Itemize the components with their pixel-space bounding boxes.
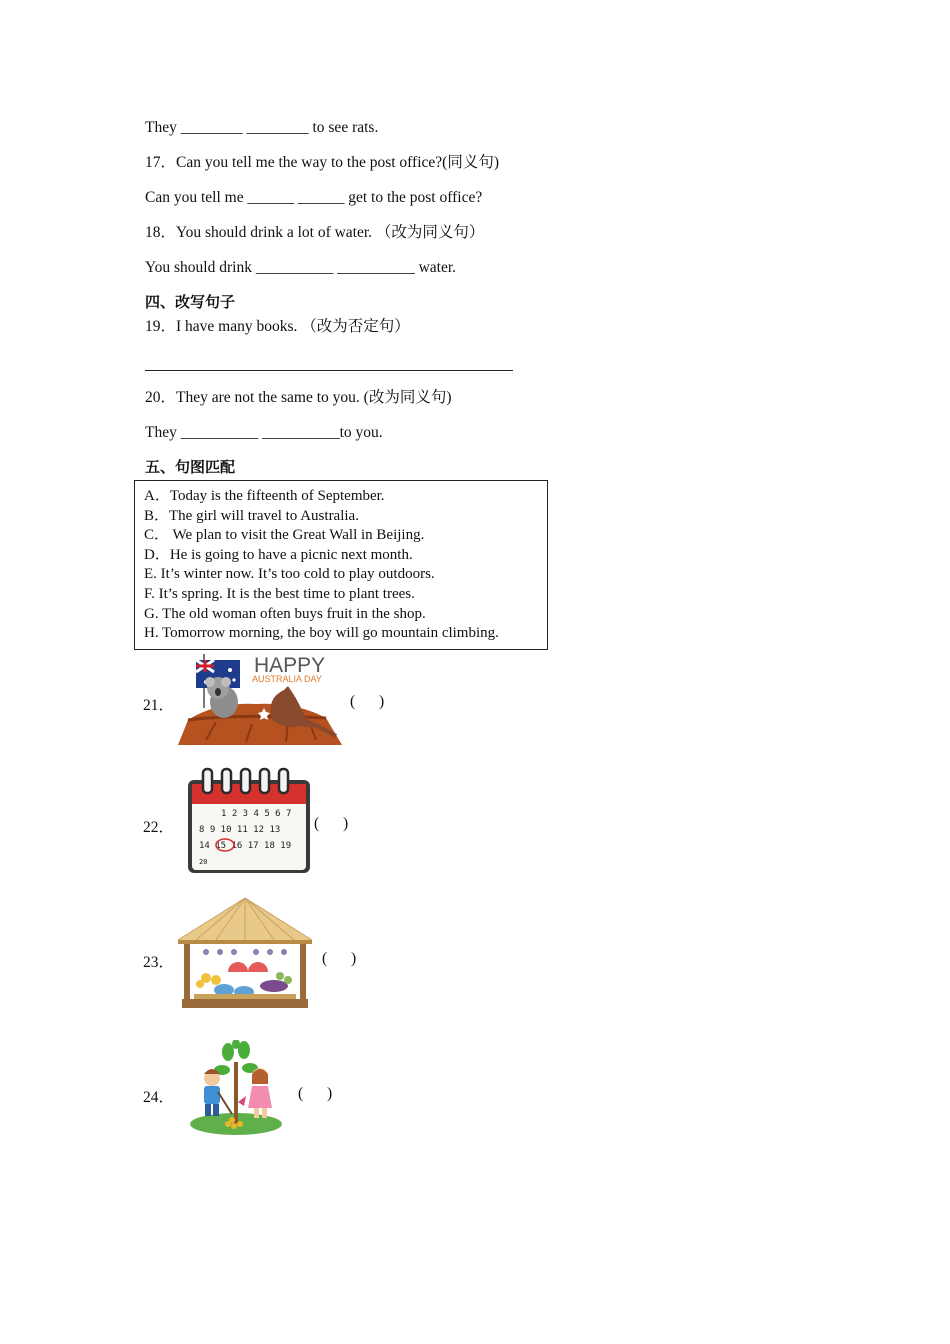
question-24-answer[interactable]: ( ) [298,1085,343,1102]
australia-day-image [176,650,346,748]
option-h: H. Tomorrow morning, the boy will go mountain climbing. [144,625,499,642]
question-21-answer[interactable]: ( ) [350,693,395,710]
calendar-row-2: 8 9 10 11 12 13 [199,825,281,835]
australia-day-text: AUSTRALIA DAY [252,674,322,684]
option-d: D．He is going to have a picnic next month. [144,546,413,563]
option-e: E. It’s winter now. It’s too cold to play outdoors. [144,566,435,583]
option-c: C． We plan to visit the Great Wall in Beijing. [144,527,425,544]
planting-trees-image [188,1040,284,1136]
question-17: 17．Can you tell me the way to the post office?(同义句) [145,154,499,171]
option-f: F. It’s spring. It is the best time to plant trees. [144,585,415,602]
calendar-row-3: 14 15 16 17 18 19 [199,841,292,851]
option-b: B．The girl will travel to Australia. [144,507,359,524]
fruit-shop-image [176,896,314,1011]
question-23-number: 23． [143,954,175,971]
question-21-number: 21． [143,697,175,714]
question-20: 20．They are not the same to you. (改为同义句) [145,389,452,406]
section-heading-5: 五、句图匹配 [145,458,236,476]
happy-text: HAPPY [254,654,326,677]
calendar-row-1: 1 2 3 4 5 6 7 [221,809,292,819]
answer-line-18: You should drink __________ __________ water. [145,259,457,276]
question-24-number: 24． [143,1089,175,1106]
option-g: G. The old woman often buys fruit in the shop. [144,605,426,622]
section-heading-4: 四、改写句子 [145,293,236,311]
answer-line-16: They ________ ________ to see rats. [145,119,379,136]
calendar-image [185,766,313,876]
question-19: 19．I have many books. （改为否定句） [145,318,410,335]
question-23-answer[interactable]: ( ) [322,950,367,967]
options-box [134,480,548,650]
answer-blank-19 [145,370,513,371]
answer-line-20: They __________ __________to you. [145,424,383,441]
calendar-row-4: 20 [199,858,208,866]
question-22-answer[interactable]: ( ) [314,815,359,832]
question-18: 18．You should drink a lot of water. （改为同义句） [145,224,485,241]
answer-line-17: Can you tell me ______ ______ get to the post office? [145,189,483,206]
option-a: A．Today is the fifteenth of September. [144,488,385,504]
question-22-number: 22． [143,819,175,836]
